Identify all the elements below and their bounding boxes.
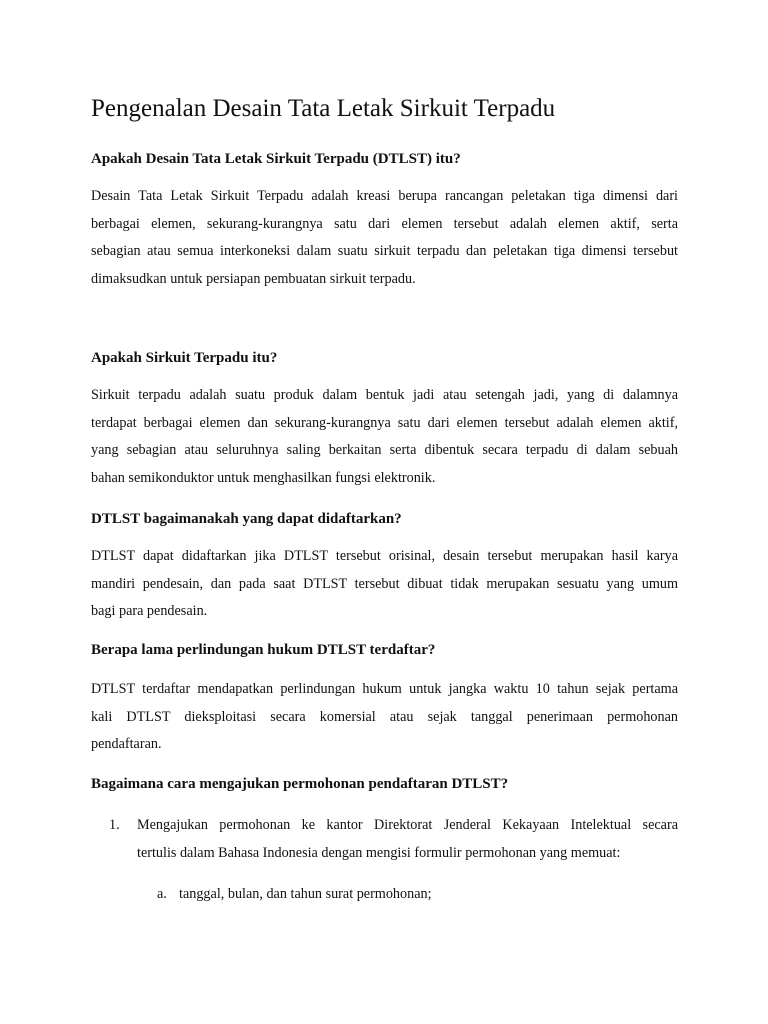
list-item-content: [137, 812, 678, 867]
paragraph-line: bagi para pendesain.: [91, 603, 208, 619]
section-heading-protection-duration: Berapa lama perlindungan hukum DTLST terdaftar?: [91, 642, 436, 658]
paragraph-line: DTLST terdaftar mendapatkan perlindungan hukum untuk jangka waktu 10 tahun sejak pertama: [91, 681, 678, 697]
section-paragraph-eligibility: [91, 543, 678, 626]
paragraph-line: dimaksudkan untuk persiapan pembuatan sirkuit terpadu.: [91, 270, 416, 287]
list-item-line: tertulis dalam Bahasa Indonesia dengan mengisi formulir permohonan yang memuat:: [137, 844, 621, 861]
paragraph-line: pendaftaran.: [91, 736, 162, 752]
paragraph-line: Sirkuit terpadu adalah suatu produk dalam bentuk jadi atau setengah jadi, yang di dalamnya: [91, 387, 678, 403]
section-heading-application-procedure: Bagaimana cara mengajukan permohonan pendaftaran DTLST?: [91, 776, 509, 792]
section-paragraph-what-is-dtlst: [91, 183, 678, 293]
section-paragraph-protection-duration: [91, 676, 678, 759]
paragraph-line: bahan semikonduktor untuk menghasilkan fungsi elektronik.: [91, 469, 436, 486]
paragraph-line: DTLST dapat didaftarkan jika DTLST tersebut orisinal, desain tersebut merupakan hasil karya: [91, 548, 678, 564]
section-heading-what-is-dtlst: Apakah Desain Tata Letak Sirkuit Terpadu (DTLST) itu?: [91, 151, 461, 167]
paragraph-line: berbagai elemen, sekurang-kurangnya satu dari elemen tersebut adalah elemen aktif, serta: [91, 215, 678, 232]
sub-list-item-text: tanggal, bulan, dan tahun surat permohonan;: [179, 886, 432, 902]
paragraph-line: yang sebagian atau seluruhnya saling berkaitan serta dibentuk secara terpadu di dalam sebuah: [91, 442, 678, 458]
list-marker: 1.: [109, 817, 120, 833]
page-title: Pengenalan Desain Tata Letak Sirkuit Terpadu: [91, 95, 556, 122]
paragraph-line: terdapat berbagai elemen dan sekurang-kurangnya satu dari elemen tersebut adalah elemen aktif,: [91, 414, 678, 431]
list-item-line: Mengajukan permohonan ke kantor Direktorat Jenderal Kekayaan Intelektual secara: [137, 817, 678, 833]
section-paragraph-what-is-ic: [91, 382, 678, 492]
paragraph-line: kali DTLST dieksploitasi secara komersial atau sejak tanggal penerimaan permohonan: [91, 708, 678, 725]
paragraph-line: mandiri pendesain, dan pada saat DTLST tersebut dibuat tidak merupakan sesuatu yang umum: [91, 575, 678, 592]
section-heading-eligibility: DTLST bagaimanakah yang dapat didaftarkan?: [91, 511, 402, 527]
paragraph-line: sebagian atau semua interkoneksi dalam suatu sirkuit terpadu dan peletakan tiga dimensi tersebut: [91, 243, 678, 259]
section-heading-what-is-ic: Apakah Sirkuit Terpadu itu?: [91, 350, 278, 366]
sub-list-marker: a.: [157, 886, 167, 902]
paragraph-line: Desain Tata Letak Sirkuit Terpadu adalah kreasi berupa rancangan peletakan tiga dimensi dari: [91, 188, 678, 204]
